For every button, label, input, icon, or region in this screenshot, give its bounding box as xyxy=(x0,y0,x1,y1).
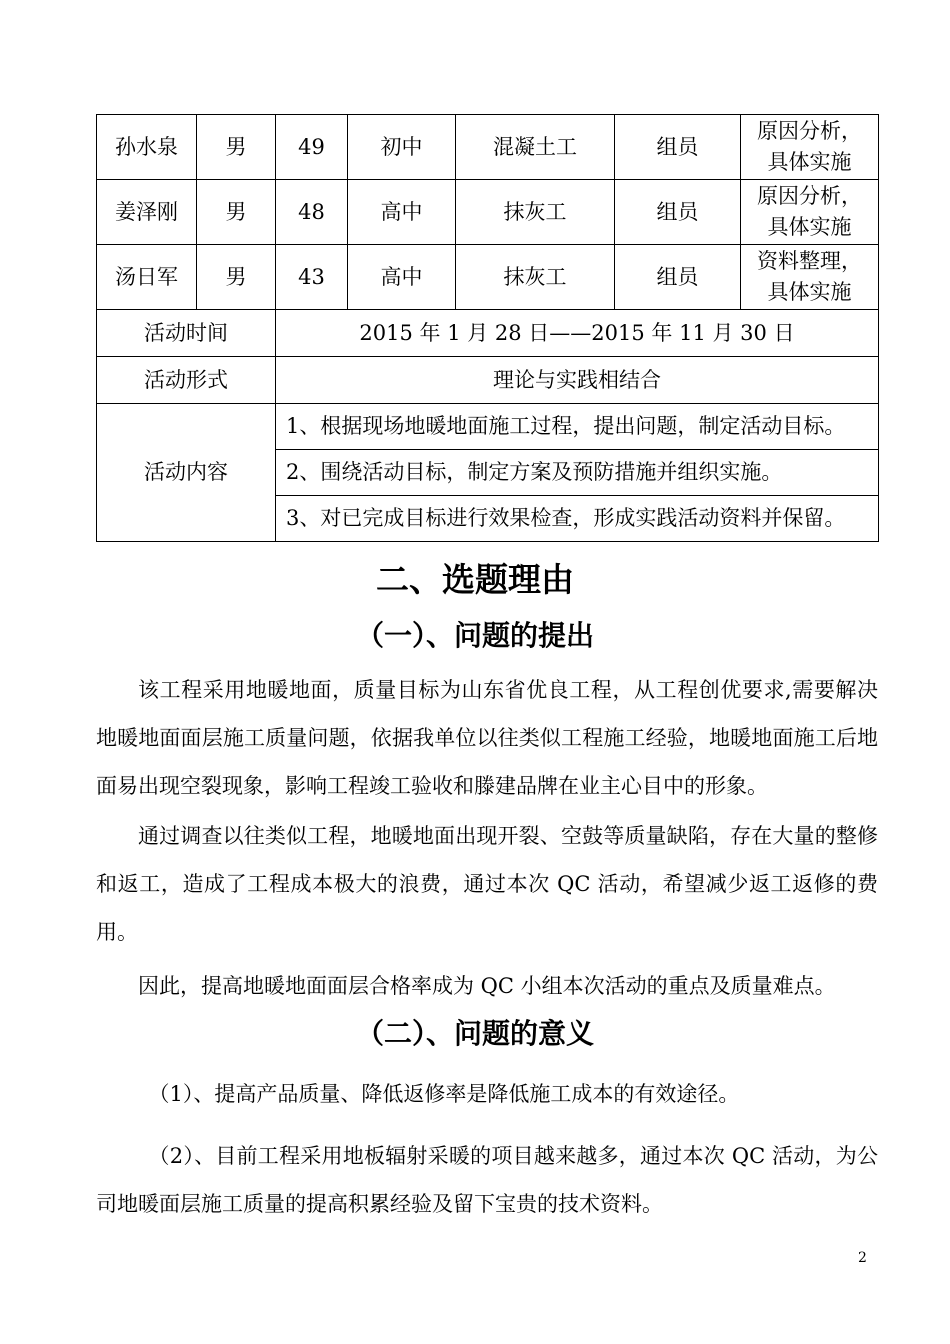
member-education: 初中 xyxy=(348,115,456,180)
activity-content-row xyxy=(97,404,879,450)
member-duty xyxy=(741,245,879,310)
member-gender: 男 xyxy=(197,245,276,310)
member-row xyxy=(97,245,879,310)
member-trade: 抹灰工 xyxy=(456,245,615,310)
member-duty-line2: 具体实施 xyxy=(767,215,852,239)
activity-content-item: 1、根据现场地暖地面施工过程，提出问题，制定活动目标。 xyxy=(276,404,879,450)
member-name: 汤日军 xyxy=(97,245,197,310)
member-age: 48 xyxy=(276,180,348,245)
paragraph: 该工程采用地暖地面，质量目标为山东省优良工程，从工程创优要求,需要解决地暖地面面层施工质量问题，依据我单位以往类似工程施工经验，地暖地面施工后地面易出现空裂现象，影响工程竣工验收和滕建品牌在业主心目中的形象。 xyxy=(96,678,878,798)
paragraph: 通过调查以往类似工程，地暖地面出现开裂、空鼓等质量缺陷，存在大量的整修和返工，造成了工程成本极大的浪费，通过本次 QC 活动，希望减少返工返修的费用。 xyxy=(96,824,878,944)
member-age: 49 xyxy=(276,115,348,180)
member-row xyxy=(97,115,879,180)
member-name: 姜泽刚 xyxy=(97,180,197,245)
paragraph: 因此，提高地暖地面面层合格率成为 QC 小组本次活动的重点及质量难点。 xyxy=(138,974,836,998)
member-duty-line1: 资料整理， xyxy=(757,249,862,273)
activity-form-row xyxy=(97,357,879,404)
member-education: 高中 xyxy=(348,180,456,245)
activity-content-item: 3、对已完成目标进行效果检查，形成实践活动资料并保留。 xyxy=(276,496,879,542)
member-row xyxy=(97,180,879,245)
list-item: （1）、提高产品质量、降低返修率是降低施工成本的有效途径。 xyxy=(148,1082,740,1106)
member-position: 组员 xyxy=(615,115,741,180)
member-duty-line2: 具体实施 xyxy=(767,150,852,174)
member-duty-line2: 具体实施 xyxy=(767,280,852,304)
member-duty xyxy=(741,115,879,180)
activity-time-value: 2015 年 1 月 28 日——2015 年 11 月 30 日 xyxy=(276,310,879,357)
subsection-title: （一）、问题的提出 xyxy=(355,619,594,652)
member-name: 孙水泉 xyxy=(97,115,197,180)
section-title: 二、选题理由 xyxy=(376,560,574,599)
member-education: 高中 xyxy=(348,245,456,310)
member-position: 组员 xyxy=(615,180,741,245)
member-trade: 抹灰工 xyxy=(456,180,615,245)
subsection-title: （二）、问题的意义 xyxy=(355,1017,594,1050)
activity-time-label: 活动时间 xyxy=(97,310,276,357)
list-item: （2）、目前工程采用地板辐射采暖的项目越来越多，通过本次 QC 活动，为公司地暖面层施工质量的提高积累经验及留下宝贵的技术资料。 xyxy=(96,1144,878,1216)
page-number: 2 xyxy=(858,1250,867,1266)
member-age: 43 xyxy=(276,245,348,310)
activity-time-row xyxy=(97,310,879,357)
member-gender: 男 xyxy=(197,180,276,245)
activity-content-label: 活动内容 xyxy=(97,404,276,542)
member-duty-line1: 原因分析， xyxy=(757,119,862,143)
member-duty xyxy=(741,180,879,245)
member-trade: 混凝土工 xyxy=(456,115,615,180)
member-position: 组员 xyxy=(615,245,741,310)
member-gender: 男 xyxy=(197,115,276,180)
member-activity-table xyxy=(96,114,879,542)
member-duty-line1: 原因分析， xyxy=(757,184,862,208)
activity-form-label: 活动形式 xyxy=(97,357,276,404)
activity-form-value: 理论与实践相结合 xyxy=(276,357,879,404)
activity-content-item: 2、围绕活动目标，制定方案及预防措施并组织实施。 xyxy=(276,450,879,496)
